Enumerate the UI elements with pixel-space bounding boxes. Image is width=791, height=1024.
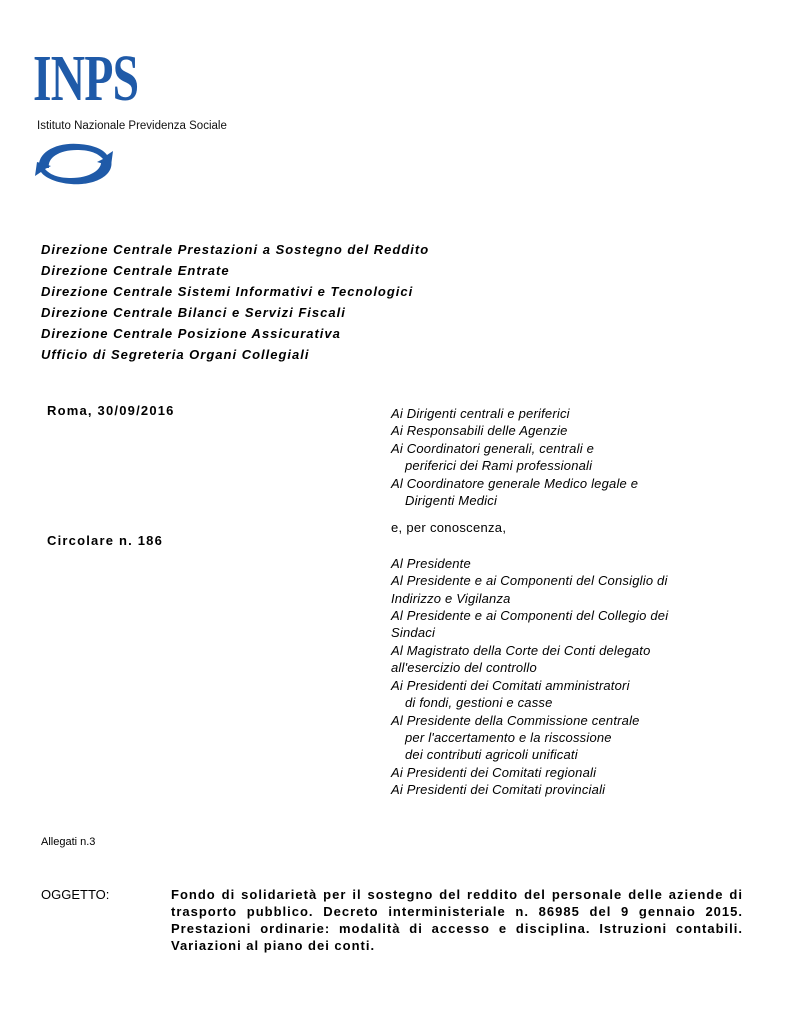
sender-line: Direzione Centrale Bilanci e Servizi Fiscali: [41, 305, 346, 320]
recipient-line: Al Presidente: [391, 555, 471, 571]
recipient-line: all'esercizio del controllo: [391, 660, 537, 676]
recipient-line: dei contributi agricoli unificati: [405, 747, 578, 763]
document-date: Roma, 30/09/2016: [47, 403, 175, 418]
recipient-line: Al Presidente della Commissione centrale: [391, 712, 640, 728]
recipient-line: Dirigenti Medici: [405, 493, 498, 509]
recipient-line: Ai Presidenti dei Comitati provinciali: [391, 782, 606, 798]
recipient-line: Al Presidente e ai Componenti del Collegio dei: [391, 608, 669, 624]
sender-line: Direzione Centrale Prestazioni a Sostegno del Reddito: [41, 242, 430, 257]
inps-logo: [33, 42, 253, 196]
recipient-line: per l'accertamento e la riscossione: [405, 729, 612, 745]
recipients-block: [391, 405, 751, 799]
recipient-line: Ai Coordinatori generali, centrali e: [391, 440, 595, 456]
recipient-line: Ai Presidenti dei Comitati amministratori: [391, 677, 630, 693]
logo-subtitle: Istituto Nazionale Previdenza Sociale: [37, 120, 227, 132]
recipient-list: [391, 405, 751, 509]
recipient-line: periferici dei Rami professionali: [405, 458, 593, 474]
recipient-line: Indirizzo e Vigilanza: [391, 590, 511, 606]
subject-text: Fondo di solidarietà per il sostegno del reddito del personale delle aziende di trasporto pubblico. Decreto interministeriale n. 86985 del 9 gennaio 2015. Prestazioni ordinarie: modalità di accesso e disciplina. Istruzioni contabili. Variazioni al piano dei conti.: [171, 887, 743, 953]
sender-line: Direzione Centrale Posizione Assicurativa: [41, 326, 341, 341]
attachments-note: Allegati n.3: [41, 836, 96, 848]
recipient-line: Ai Dirigenti centrali e periferici: [391, 406, 570, 421]
subject-label: OGGETTO:: [41, 887, 110, 902]
recipient-line: di fondi, gestioni e casse: [405, 695, 553, 711]
senders-block: [41, 239, 429, 365]
cc-recipient-list: [391, 555, 751, 799]
recipient-line: Al Magistrato della Corte dei Conti delegato: [391, 642, 651, 658]
circular-arrows-logo-icon: [33, 138, 117, 188]
recipient-line: Ai Presidenti dei Comitati regionali: [391, 764, 597, 780]
sender-line: Direzione Centrale Entrate: [41, 263, 230, 278]
circolare-number: Circolare n. 186: [47, 533, 164, 548]
cc-label: e, per conoscenza,: [391, 520, 507, 536]
recipient-line: Al Presidente e ai Componenti del Consiglio di: [391, 573, 668, 589]
recipient-line: Al Coordinatore generale Medico legale e: [391, 475, 639, 491]
sender-line: Direzione Centrale Sistemi Informativi e Tecnologici: [41, 284, 414, 299]
sender-line: Ufficio di Segreteria Organi Collegiali: [41, 347, 310, 362]
recipient-line: Sindaci: [391, 625, 436, 641]
recipient-line: Ai Responsabili delle Agenzie: [391, 423, 568, 439]
logo-wordmark: INPS: [33, 42, 139, 115]
